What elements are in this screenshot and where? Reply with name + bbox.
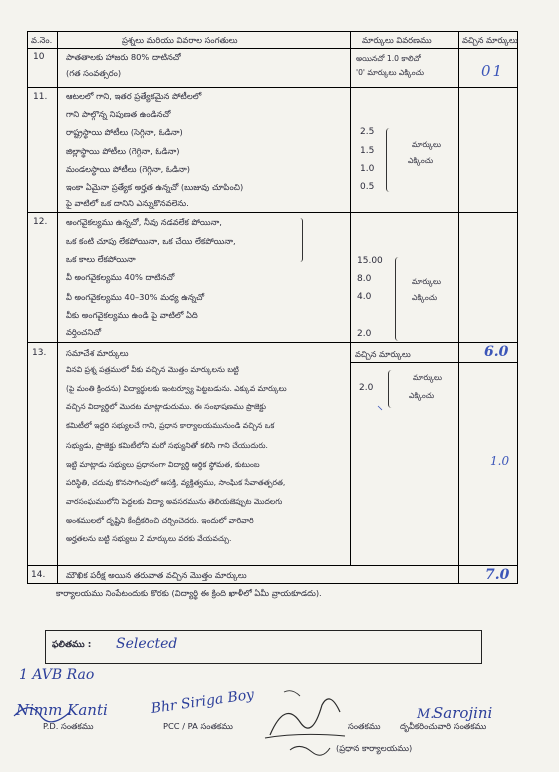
row13-line: పరిస్థితి, చదువు కొనసాగింపులో ఆసక్తి, వ్యక్తిత్వము, సాంఘిక సేవాతత్పరత, [66, 478, 286, 487]
pd-signature: Nimm Kanti [16, 701, 108, 719]
footer-note: కార్యాలయము నింపేటందుకు కొరకు (విద్యార్థి ఈ క్రింది ఖాళీలో ఏమీ వ్రాయకూడదు). [56, 588, 322, 598]
row11-mark: 1.5 [360, 146, 375, 156]
row10-line: పాతతాలకు హాజరు 80% దాటినచో [66, 52, 181, 62]
pcc-signature: Bhr Siriga Boy [149, 686, 256, 717]
row12-line: వీ అంగవైకల్యము 40% దాటినచో [66, 272, 175, 282]
row10-marks-line: '0' మార్కులు ఎక్కించు [356, 68, 424, 77]
result-signature: Selected [116, 636, 178, 652]
stamp-label: సంతకము [348, 721, 381, 731]
header-questions: ప్రశ్నలు మరియు వివరాల సంగతులు [122, 35, 238, 45]
row11-mark: 0.5 [360, 182, 375, 192]
row13-given-value: 1.0 [490, 454, 510, 468]
row11-line: పై వాటిలో ఒక దానిని ఎన్నుకొనవలెను. [66, 198, 189, 208]
row11-line: మండలస్థాయి పోటీలు (గెగ్గినా, ఓడినా) [66, 164, 190, 174]
row14-number: 14. [31, 570, 46, 580]
row13-line: వారసంఘములోని పెద్దలకు విద్యా అవసరమును తెలియజెప్పుట మొదలగు [66, 497, 283, 506]
row12-line: వర్తించనిచో [66, 327, 102, 337]
header-given: వచ్చిన మార్కులు [462, 35, 518, 45]
row12-note: ఎక్కించు [412, 293, 438, 302]
row13-line: అర్హతలను బట్టి సభ్యులు 2 మార్కులు వరకు వేయవచ్చు. [66, 534, 232, 543]
row13-number: 13. [32, 348, 47, 358]
row11-line: గాని పాల్గొన్న నిపుణత ఉండినచో [66, 109, 171, 119]
row13-line: కమిటీలో ఇద్దరి సభ్యులచే గాని, ప్రధాన కార్యాలయమునుండి వచ్చిన ఒక [66, 421, 275, 430]
row13-line: సభ్యుడు, ప్రొజెక్టు కమిటీలోని మరో సభ్యునితో కలిసి గాని చేయుదురు. [66, 441, 268, 450]
initials-handwriting: 1 AVB Rao [19, 667, 95, 683]
row11-number: 11. [33, 92, 48, 102]
header-sno: వ.నెం. [31, 35, 53, 45]
row10-marks-line: అయినచో 1.0 కాలిచో [356, 54, 421, 63]
row13-note: ఎక్కించు [409, 391, 435, 400]
row12-line: ఒక కాలు లేకపోయినా [66, 254, 136, 264]
row13-sub-label: వచ్చిన మార్కులు [355, 349, 411, 359]
row11-mark: 1.0 [360, 164, 375, 174]
row13-line: వచ్చిన విద్యార్థిలో మొదట మాట్లాడుదుము. ఈ సంభాషణము ప్రొజెక్టు [66, 402, 266, 411]
row12-line: వీకు అంగవైకల్యము ఉండి పై వాటిలో ఏది [66, 310, 198, 320]
row11-note: ఎక్కించు [408, 156, 434, 165]
row11-line: ఇంకా ఏమైనా ప్రత్యేక అర్హత ఉన్నచో (బుజువు చూపించి) [66, 182, 244, 192]
row12-line: అంగవైకల్యము ఉన్నచో, నీవు నడవలేక పోయినా, [66, 217, 222, 227]
row11-line: జిల్లాస్థాయి పోటీలు (గెగ్గినా, ఓడినా) [66, 146, 180, 156]
row13-note: మార్కులు [413, 373, 443, 382]
row10-given-value: 01 [481, 62, 505, 80]
row13-sub-value: 6.0 [484, 344, 509, 360]
stamp-sub: (ప్రధాన కార్యాలయము) [336, 743, 413, 753]
row11-line: ఆటలలో గాని, ఇతర ప్రత్యేకమైన పోటీలలో [66, 91, 202, 101]
header-marks-detail: మార్కులు వివరణము [362, 35, 432, 45]
row12-mark: 2.0 [357, 329, 372, 339]
row12-note: మార్కులు [412, 277, 442, 286]
row10-line: (గత సంవత్సరం) [66, 68, 122, 78]
row11-line: రాష్ట్రస్థాయి పోటీలు (సెగ్గినా, ఓడినా) [66, 127, 183, 137]
row12-mark: 15.00 [357, 256, 383, 266]
row13-title: సమాచేశ మార్కులు [66, 348, 129, 358]
row13-line: ఇట్టి మాట్లాడు సభ్యులు ప్రధానంగా విద్యార్థి ఆర్థిక స్థోమత, కుటుంబ [66, 460, 260, 469]
row12-mark: 4.0 [357, 292, 372, 302]
row13-mark: 2.0 [359, 383, 374, 393]
pd-signature-label: P.D. సంతకము [43, 721, 94, 731]
verifier-initial: M. [417, 707, 435, 722]
row13-line: అంశములలో దృష్టిని కేంద్రీకరించి చర్చించెదరు. ఇందులో వారివారి [66, 516, 254, 525]
row12-line: ఒక కంటి చూపు లేకపోయినా, ఒక చేయి లేకపోయినా, [66, 236, 236, 246]
row14-text: మౌఖిక పరీక్ష అయిన తరువాత వచ్చిన మొత్తం మార్కులు [66, 570, 247, 580]
row12-line: వీ అంగవైకల్యము 40–30% మధ్య ఉన్నచో [66, 292, 205, 302]
row14-given-value: 7.0 [485, 567, 510, 583]
row11-mark: 2.5 [360, 127, 375, 137]
row13-line: (పై మంతి క్రిందను) విద్యార్థులకు ఇంటర్వ్యూ పెట్టబడును. ఎక్కువ మార్కులు [66, 384, 287, 393]
row11-note: మార్కులు [412, 140, 442, 149]
verifier-signature-label: దృవీకరించువారి సంతకము [400, 721, 487, 731]
result-label: ఫలితము : [52, 640, 92, 650]
row12-mark: 8.0 [357, 274, 372, 284]
row13-line: వినవి ప్రశ్న పత్రములో వీకు వచ్చిన మొత్తం మార్కులను బట్టి [66, 365, 239, 374]
pcc-signature-label: PCC / PA సంతకము [163, 721, 233, 731]
row10-number: 10 [33, 52, 45, 62]
row12-number: 12. [33, 217, 48, 227]
verifier-signature: Sarojini [433, 704, 493, 722]
